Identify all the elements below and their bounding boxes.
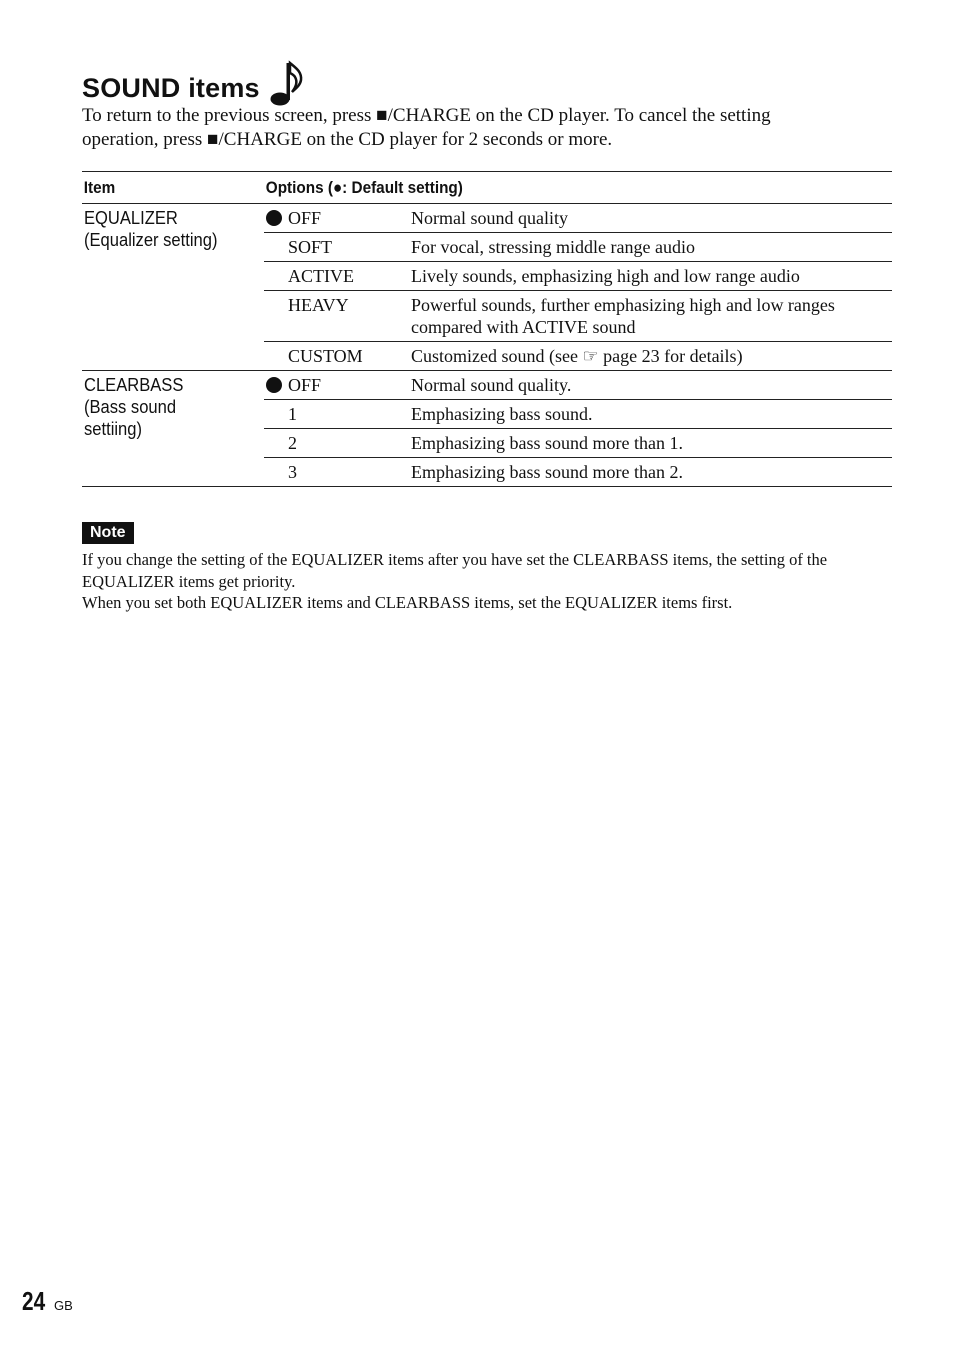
- intro-line-1: To return to the previous screen, press ■/CHARGE on the CD player. To cancel the setting: [82, 105, 771, 126]
- description-cell: Emphasizing bass sound more than 1.: [409, 429, 892, 458]
- option-cell: ACTIVE: [264, 262, 409, 291]
- option-cell: OFF: [264, 204, 409, 233]
- item-equalizer: EQUALIZER (Equalizer setting): [82, 204, 264, 371]
- option-cell: SOFT: [264, 233, 409, 262]
- description-cell: Powerful sounds, further emphasizing high and low ranges compared with ACTIVE sound: [409, 291, 892, 342]
- option-cell: 1: [264, 400, 409, 429]
- sound-items-table: [82, 171, 892, 487]
- region-code: GB: [54, 1298, 73, 1313]
- note-badge: Note: [82, 522, 134, 544]
- intro-line-2: operation, press ■/CHARGE on the CD player for 2 seconds or more.: [82, 129, 613, 150]
- table-row: [82, 371, 892, 400]
- option-cell: CUSTOM: [264, 342, 409, 371]
- page-number: [22, 1286, 73, 1317]
- page-number-value: 24: [22, 1286, 46, 1316]
- header-item: Item: [82, 172, 246, 204]
- section-heading: [82, 60, 308, 108]
- note-line-1: If you change the setting of the EQUALIZER items after you have set the CLEARBASS items, the setting of the EQUALIZER items get priority.: [82, 550, 828, 591]
- option-cell: HEAVY: [264, 291, 409, 342]
- description-cell: Emphasizing bass sound.: [409, 400, 892, 429]
- note-line-2: When you set both EQUALIZER items and CLEARBASS items, set the EQUALIZER items first.: [82, 593, 733, 612]
- note-text: [82, 549, 897, 614]
- description-cell: Normal sound quality: [409, 204, 892, 233]
- option-cell: 3: [264, 458, 409, 487]
- description-cell: For vocal, stressing middle range audio: [409, 233, 892, 262]
- option-cell: OFF: [264, 371, 409, 400]
- table-header-row: [82, 172, 892, 204]
- music-note-icon: [268, 60, 308, 108]
- default-dot-icon: [266, 377, 282, 393]
- page-title: SOUND items: [82, 73, 260, 103]
- description-cell: Normal sound quality.: [409, 371, 892, 400]
- description-cell: Lively sounds, emphasizing high and low range audio: [409, 262, 892, 291]
- description-cell: Emphasizing bass sound more than 2.: [409, 458, 892, 487]
- header-options: Options (●: Default setting): [264, 172, 829, 204]
- option-cell: 2: [264, 429, 409, 458]
- default-dot-icon: [266, 210, 282, 226]
- table-row: [82, 204, 892, 233]
- description-cell: Customized sound (see ☞ page 23 for details): [409, 342, 892, 371]
- intro-text: [82, 104, 882, 152]
- item-clearbass: CLEARBASS (Bass sound settiing): [82, 371, 264, 487]
